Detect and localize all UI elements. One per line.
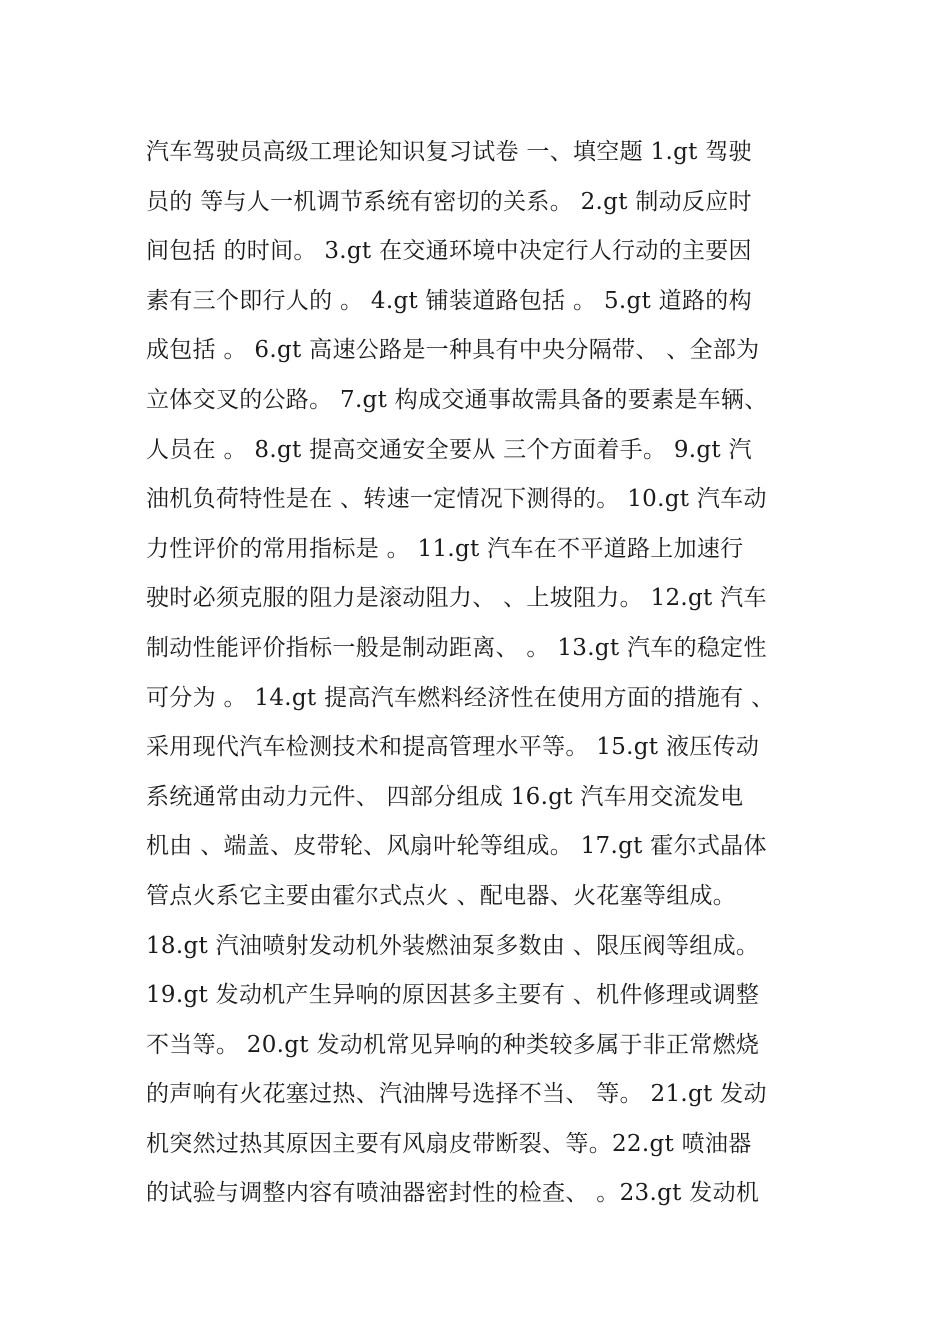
text-line-8: 油机负荷特性是在 、转速一定情况下测得的。 10.gt 汽车动: [146, 486, 767, 513]
text-line-2: 员的 等与人一机调节系统有密切的关系。 2.gt 制动反应时: [146, 188, 752, 215]
text-line-22: 的试验与调整内容有喷油器密封性的检查、 。23.gt 发动机: [146, 1180, 760, 1207]
text-line-3: 间包括 的时间。 3.gt 在交通环境中决定行人行动的主要因: [146, 238, 752, 265]
text-line-16: 管点火系它主要由霍尔式点火 、配电器、火花塞等组成。: [146, 882, 737, 909]
text-line-17: 18.gt 汽油喷射发动机外装燃油泵多数由 、限压阀等组成。: [146, 932, 760, 959]
text-line-10: 驶时必须克服的阻力是滚动阻力、 、上坡阻力。 12.gt 汽车: [146, 585, 767, 612]
text-line-4: 素有三个即行人的 。 4.gt 铺装道路包括 。 5.gt 道路的构: [146, 287, 752, 314]
text-line-14: 系统通常由动力元件、 四部分组成 16.gt 汽车用交流发电: [146, 783, 744, 810]
text-line-1: 汽车驾驶员高级工理论知识复习试卷 一、填空题 1.gt 驾驶: [146, 139, 752, 165]
text-line-7: 人员在 。 8.gt 提高交通安全要从 三个方面着手。 9.gt 汽: [146, 436, 752, 463]
text-line-13: 采用现代汽车检测技术和提高管理水平等。 15.gt 液压传动: [146, 734, 760, 761]
text-line-19: 不当等。 20.gt 发动机常见异响的种类较多属于非正常燃烧: [146, 1031, 760, 1058]
text-line-11: 制动性能评价指标一般是制动距离、 。 13.gt 汽车的稳定性: [146, 634, 767, 661]
text-line-9: 力性评价的常用指标是 。 11.gt 汽车在不平道路上加速行: [146, 535, 744, 562]
text-line-12: 可分为 。 14.gt 提高汽车燃料经济性在使用方面的措施有 、: [146, 684, 775, 711]
text-line-5: 成包括 。 6.gt 高速公路是一种具有中央分隔带、 、全部为: [146, 337, 760, 364]
text-line-20: 的声响有火花塞过热、汽油牌号选择不当、 等。 21.gt 发动: [146, 1081, 767, 1108]
text-line-6: 立体交叉的公路。 7.gt 构成交通事故需具备的要素是车辆、: [146, 386, 768, 413]
text-line-15: 机由 、端盖、皮带轮、风扇叶轮等组成。 17.gt 霍尔式晶体: [146, 833, 767, 860]
exam-text-block: [146, 128, 826, 1219]
text-line-21: 机突然过热其原因主要有风扇皮带断裂、等。22.gt 喷油器: [146, 1130, 752, 1157]
text-line-18: 19.gt 发动机产生异响的原因甚多主要有 、机件修理或调整: [146, 982, 760, 1009]
